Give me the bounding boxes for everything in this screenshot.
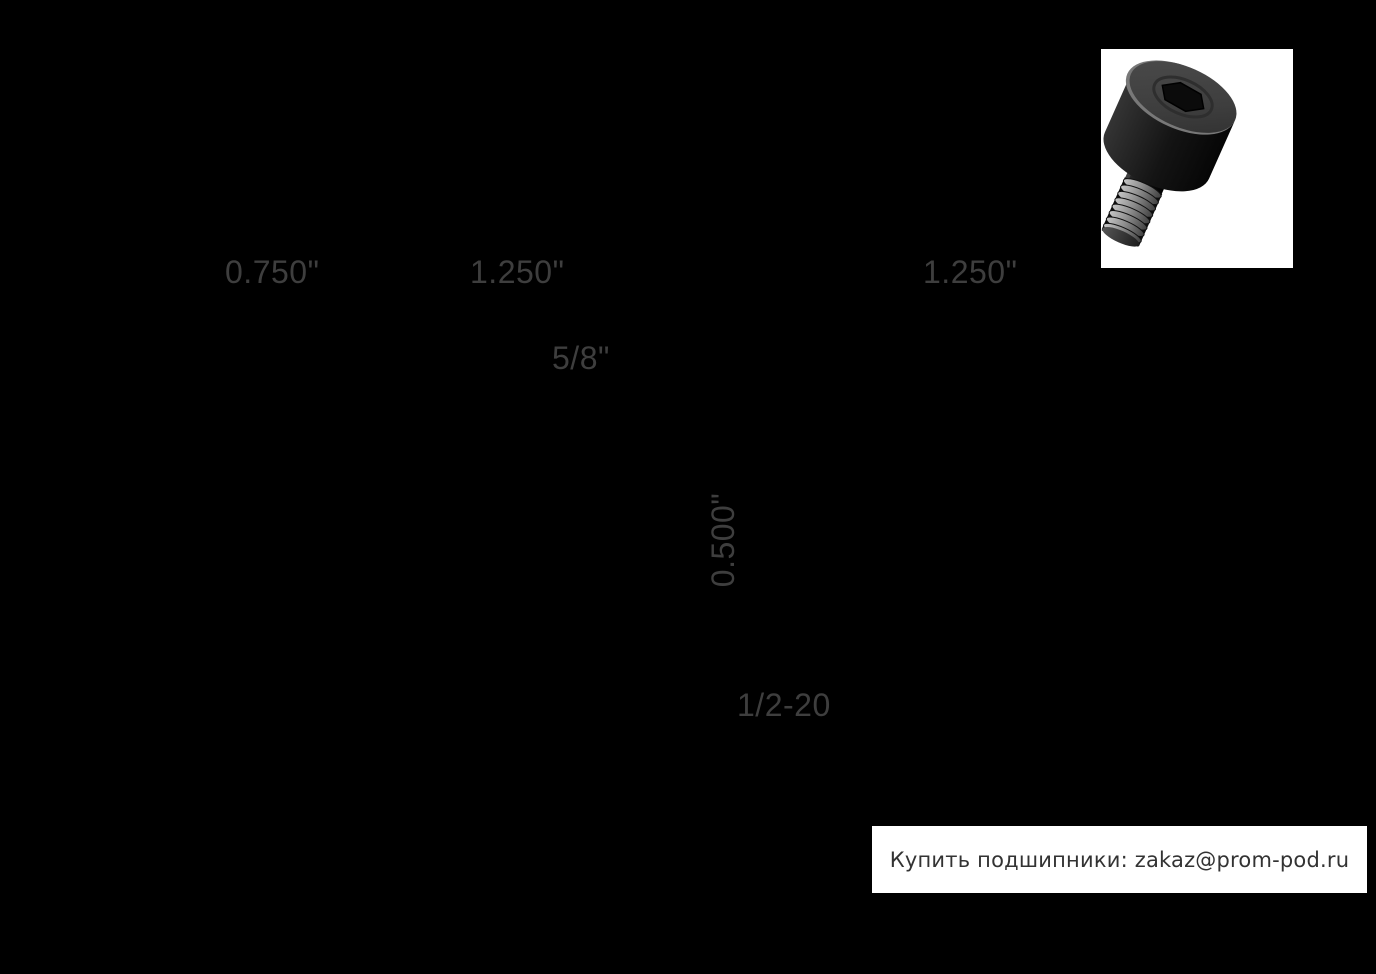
cam-follower-illustration	[1101, 49, 1293, 268]
dimension-label-stud-diameter: 0.500"	[705, 492, 741, 588]
dimension-label-thread-spec: 1/2-20	[737, 687, 831, 723]
dimension-label-roller-thickness: 5/8"	[552, 340, 610, 376]
dimension-label-head-width: 0.750"	[225, 254, 320, 290]
cam-follower-product-photo	[1101, 49, 1293, 268]
contact-banner-text: Купить подшипники: zakaz@prom-pod.ru	[889, 847, 1350, 872]
dimension-label-roller-diameter-left: 1.250"	[470, 254, 565, 290]
dimension-label-roller-diameter-right: 1.250"	[923, 254, 1018, 290]
contact-banner	[872, 826, 1367, 893]
